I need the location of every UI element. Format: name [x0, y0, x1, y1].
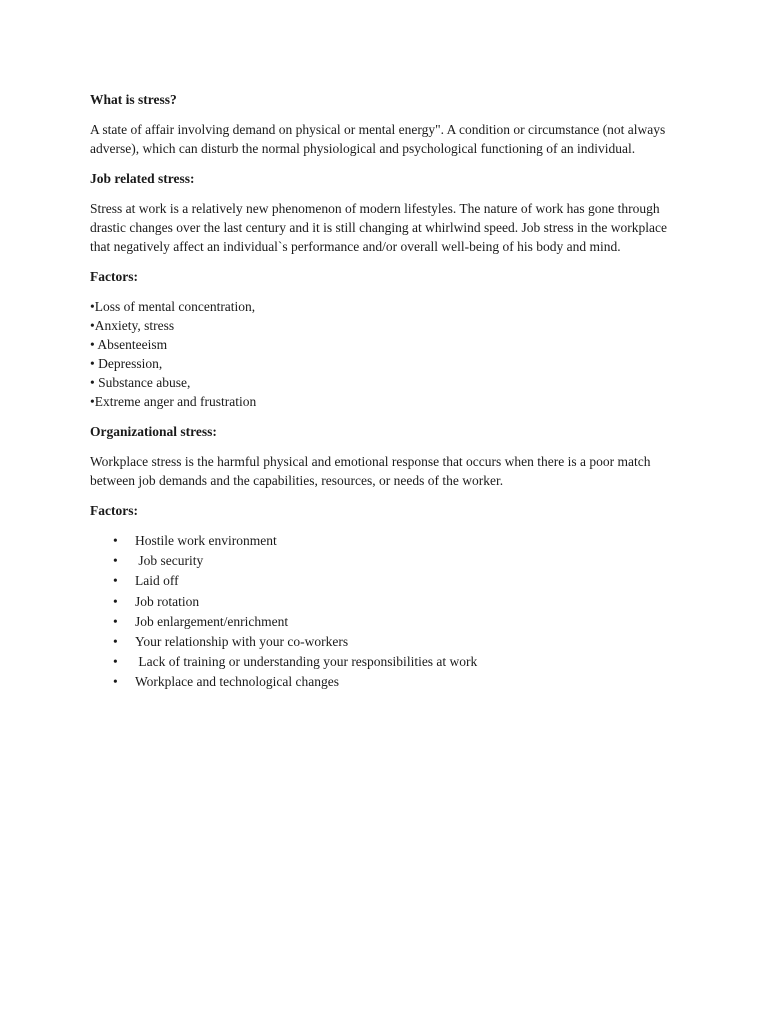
list-item	[90, 551, 690, 571]
bullet-icon: •	[113, 593, 118, 609]
heading-job-related-stress: Job related stress:	[90, 171, 195, 186]
list-item-text: Hostile work environment	[135, 533, 277, 548]
heading-organizational-stress: Organizational stress:	[90, 424, 217, 439]
bullet-icon: •	[113, 573, 118, 589]
list-item	[90, 652, 690, 672]
bullet-icon: •	[113, 634, 118, 650]
bullet-icon: •	[113, 553, 118, 569]
list-item-text: Laid off	[135, 573, 179, 589]
bullet-icon: •	[113, 533, 118, 548]
list-item	[90, 612, 690, 632]
list-item-text: Workplace and technological changes	[135, 674, 339, 690]
bullet-icon: •	[113, 674, 118, 690]
bullet-icon: •	[113, 654, 118, 670]
list-item-text: Your relationship with your co-workers	[135, 634, 349, 650]
list-item: •Loss of mental concentration,	[90, 299, 256, 314]
list-item: •Extreme anger and frustration	[90, 394, 257, 409]
factors-list-1	[90, 297, 690, 411]
heading-factors-1: Factors:	[90, 269, 138, 284]
list-item: • Depression,	[90, 356, 163, 371]
list-item	[90, 592, 690, 612]
list-item-text: Job security	[135, 553, 204, 569]
bullet-icon: •	[113, 613, 118, 629]
list-item: •Anxiety, stress	[90, 318, 175, 333]
heading-factors-2: Factors:	[90, 503, 138, 518]
list-item-text: Lack of training or understanding your responsibilities at work	[135, 654, 478, 670]
paragraph-stress-definition: A state of affair involving demand on physical or mental energy". A condition or circumstance (not always adverse), which can disturb the normal physiological and psychological functioning of an individual.	[90, 122, 666, 156]
list-item	[90, 571, 690, 591]
list-item	[90, 672, 690, 692]
paragraph-job-stress: Stress at work is a relatively new phenomenon of modern lifestyles. The nature of work has gone through drastic changes over the last century and it is still changing at whirlwind speed. Job stress in the workplace that negatively affect an individual`s performance and/or overall well-being of his body and mind.	[90, 201, 667, 254]
document-page	[90, 90, 690, 693]
list-item: • Absenteeism	[90, 337, 168, 352]
list-item	[90, 531, 690, 551]
heading-what-is-stress: What is stress?	[90, 92, 177, 107]
list-item	[90, 632, 690, 652]
list-item: • Substance abuse,	[90, 375, 191, 390]
list-item-text: Job enlargement/enrichment	[135, 613, 289, 629]
paragraph-organizational-stress: Workplace stress is the harmful physical and emotional response that occurs when there is a poor match between job demands and the capabilities, resources, or needs of the worker.	[90, 454, 651, 488]
list-item-text: Job rotation	[135, 593, 200, 609]
factors-list-2	[90, 531, 690, 693]
